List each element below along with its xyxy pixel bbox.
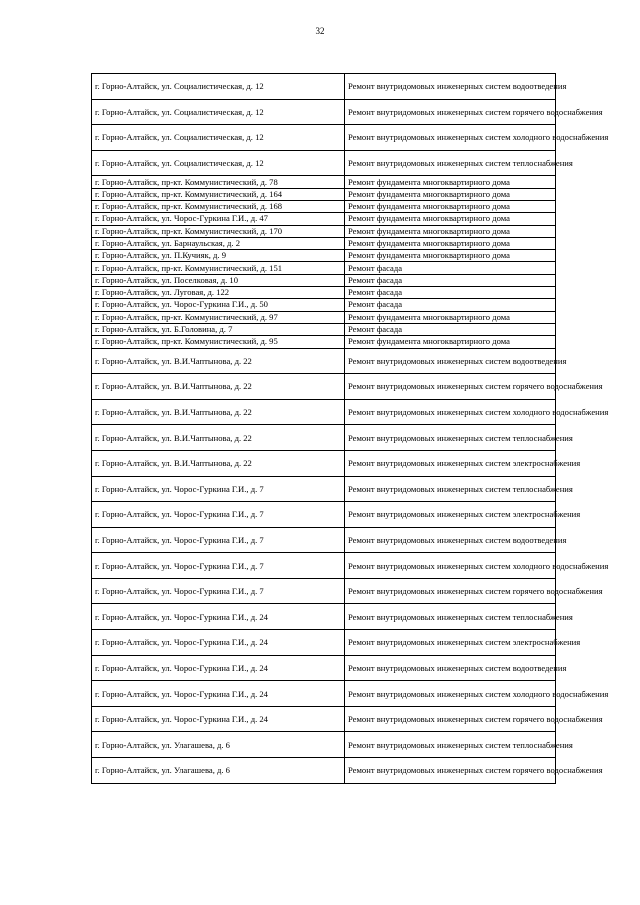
table-row	[92, 706, 556, 732]
address-cell: г. Горно-Алтайск, ул. Чорос-Гуркина Г.И., д. 24	[92, 630, 345, 656]
table-row	[92, 450, 556, 476]
address-cell: г. Горно-Алтайск, пр-кт. Коммунистический, д. 170	[92, 225, 345, 237]
table-row	[92, 553, 556, 579]
work-type-cell: Ремонт фундамента многоквартирного дома	[345, 250, 556, 262]
work-type-cell: Ремонт внутридомовых инженерных систем теплоснабжения	[345, 425, 556, 451]
table-row	[92, 250, 556, 262]
address-cell: г. Горно-Алтайск, ул. В.И.Чаптынова, д. 22	[92, 374, 345, 400]
work-type-cell: Ремонт внутридомовых инженерных систем холодного водоснабжения	[345, 399, 556, 425]
address-cell: г. Горно-Алтайск, ул. Чорос-Гуркина Г.И., д. 47	[92, 213, 345, 225]
address-cell: г. Горно-Алтайск, ул. Барнаульская, д. 2	[92, 237, 345, 249]
address-cell: г. Горно-Алтайск, пр-кт. Коммунистический, д. 95	[92, 336, 345, 348]
work-type-cell: Ремонт внутридомовых инженерных систем электроснабжения	[345, 630, 556, 656]
address-cell: г. Горно-Алтайск, ул. Чорос-Гуркина Г.И., д. 7	[92, 476, 345, 502]
work-type-cell: Ремонт внутридомовых инженерных систем холодного водоснабжения	[345, 681, 556, 707]
table-row	[92, 176, 556, 188]
work-type-cell: Ремонт внутридомовых инженерных систем теплоснабжения	[345, 150, 556, 176]
table-row	[92, 732, 556, 758]
address-cell: г. Горно-Алтайск, ул. Чорос-Гуркина Г.И., д. 24	[92, 604, 345, 630]
work-type-cell: Ремонт фундамента многоквартирного дома	[345, 176, 556, 188]
table-row	[92, 348, 556, 374]
address-cell: г. Горно-Алтайск, ул. Социалистическая, д. 12	[92, 99, 345, 125]
address-cell: г. Горно-Алтайск, ул. Улагашева, д. 6	[92, 758, 345, 784]
address-cell: г. Горно-Алтайск, ул. В.И.Чаптынова, д. 22	[92, 425, 345, 451]
work-type-cell: Ремонт внутридомовых инженерных систем теплоснабжения	[345, 604, 556, 630]
address-cell: г. Горно-Алтайск, ул. Поселковая, д. 10	[92, 274, 345, 286]
address-cell: г. Горно-Алтайск, ул. Чорос-Гуркина Г.И., д. 50	[92, 299, 345, 311]
work-type-cell: Ремонт фундамента многоквартирного дома	[345, 213, 556, 225]
work-type-cell: Ремонт внутридомовых инженерных систем водоотведения	[345, 655, 556, 681]
work-type-cell: Ремонт внутридомовых инженерных систем водоотведения	[345, 348, 556, 374]
work-type-cell: Ремонт фундамента многоквартирного дома	[345, 188, 556, 200]
table-row	[92, 125, 556, 151]
address-cell: г. Горно-Алтайск, ул. Социалистическая, д. 12	[92, 74, 345, 100]
table-row	[92, 150, 556, 176]
work-type-cell: Ремонт фасада	[345, 323, 556, 335]
table-row	[92, 262, 556, 274]
table-row	[92, 274, 556, 286]
table-row	[92, 225, 556, 237]
address-cell: г. Горно-Алтайск, ул. Чорос-Гуркина Г.И., д. 7	[92, 527, 345, 553]
work-type-cell: Ремонт фундамента многоквартирного дома	[345, 311, 556, 323]
address-cell: г. Горно-Алтайск, пр-кт. Коммунистический, д. 168	[92, 200, 345, 212]
table-row	[92, 630, 556, 656]
table-row	[92, 758, 556, 784]
work-type-cell: Ремонт фундамента многоквартирного дома	[345, 200, 556, 212]
table-row	[92, 213, 556, 225]
table-row	[92, 399, 556, 425]
work-type-cell: Ремонт внутридомовых инженерных систем водоотведения	[345, 527, 556, 553]
address-cell: г. Горно-Алтайск, ул. Б.Головина, д. 7	[92, 323, 345, 335]
work-type-cell: Ремонт фасада	[345, 262, 556, 274]
table-row	[92, 188, 556, 200]
works-table	[91, 73, 609, 784]
table-row	[92, 655, 556, 681]
work-type-cell: Ремонт внутридомовых инженерных систем теплоснабжения	[345, 732, 556, 758]
work-type-cell: Ремонт внутридомовых инженерных систем теплоснабжения	[345, 476, 556, 502]
address-cell: г. Горно-Алтайск, ул. Чорос-Гуркина Г.И., д. 24	[92, 655, 345, 681]
address-cell: г. Горно-Алтайск, ул. Луговая, д. 122	[92, 287, 345, 299]
work-type-cell: Ремонт фасада	[345, 274, 556, 286]
address-cell: г. Горно-Алтайск, ул. Социалистическая, д. 12	[92, 125, 345, 151]
table-row	[92, 200, 556, 212]
work-type-cell: Ремонт фасада	[345, 287, 556, 299]
address-cell: г. Горно-Алтайск, ул. Улагашева, д. 6	[92, 732, 345, 758]
table-row	[92, 323, 556, 335]
table-row	[92, 311, 556, 323]
table-row	[92, 287, 556, 299]
table-row	[92, 681, 556, 707]
work-type-cell: Ремонт внутридомовых инженерных систем горячего водоснабжения	[345, 99, 556, 125]
table-row	[92, 299, 556, 311]
work-type-cell: Ремонт внутридомовых инженерных систем горячего водоснабжения	[345, 578, 556, 604]
work-type-cell: Ремонт внутридомовых инженерных систем горячего водоснабжения	[345, 374, 556, 400]
address-cell: г. Горно-Алтайск, ул. Чорос-Гуркина Г.И., д. 7	[92, 553, 345, 579]
work-type-cell: Ремонт внутридомовых инженерных систем электроснабжения	[345, 450, 556, 476]
table-row	[92, 578, 556, 604]
work-type-cell: Ремонт фундамента многоквартирного дома	[345, 336, 556, 348]
work-type-cell: Ремонт фундамента многоквартирного дома	[345, 225, 556, 237]
page-number: 32	[315, 26, 325, 36]
table-row	[92, 502, 556, 528]
table-row	[92, 237, 556, 249]
works-table-body	[92, 74, 609, 784]
table-row	[92, 74, 556, 100]
work-type-cell: Ремонт фасада	[345, 299, 556, 311]
address-cell: г. Горно-Алтайск, ул. П.Кучияк, д. 9	[92, 250, 345, 262]
work-type-cell: Ремонт внутридомовых инженерных систем электроснабжения	[345, 502, 556, 528]
address-cell: г. Горно-Алтайск, ул. Социалистическая, д. 12	[92, 150, 345, 176]
table-row	[92, 374, 556, 400]
address-cell: г. Горно-Алтайск, пр-кт. Коммунистический, д. 164	[92, 188, 345, 200]
address-cell: г. Горно-Алтайск, ул. Чорос-Гуркина Г.И., д. 24	[92, 706, 345, 732]
work-type-cell: Ремонт внутридомовых инженерных систем горячего водоснабжения	[345, 758, 556, 784]
address-cell: г. Горно-Алтайск, ул. Чорос-Гуркина Г.И., д. 7	[92, 502, 345, 528]
address-cell: г. Горно-Алтайск, ул. Чорос-Гуркина Г.И., д. 7	[92, 578, 345, 604]
table-row	[92, 336, 556, 348]
address-cell: г. Горно-Алтайск, пр-кт. Коммунистический, д. 151	[92, 262, 345, 274]
table-row	[92, 604, 556, 630]
work-type-cell: Ремонт внутридомовых инженерных систем холодного водоснабжения	[345, 553, 556, 579]
table-row	[92, 425, 556, 451]
address-cell: г. Горно-Алтайск, ул. Чорос-Гуркина Г.И., д. 24	[92, 681, 345, 707]
work-type-cell: Ремонт внутридомовых инженерных систем горячего водоснабжения	[345, 706, 556, 732]
address-cell: г. Горно-Алтайск, ул. В.И.Чаптынова, д. 22	[92, 399, 345, 425]
address-cell: г. Горно-Алтайск, пр-кт. Коммунистический, д. 97	[92, 311, 345, 323]
work-type-cell: Ремонт внутридомовых инженерных систем водоотведения	[345, 74, 556, 100]
address-cell: г. Горно-Алтайск, ул. В.И.Чаптынова, д. 22	[92, 348, 345, 374]
table-row	[92, 527, 556, 553]
work-type-cell: Ремонт внутридомовых инженерных систем холодного водоснабжения	[345, 125, 556, 151]
table-row	[92, 99, 556, 125]
table-row	[92, 476, 556, 502]
address-cell: г. Горно-Алтайск, пр-кт. Коммунистический, д. 78	[92, 176, 345, 188]
work-type-cell: Ремонт фундамента многоквартирного дома	[345, 237, 556, 249]
address-cell: г. Горно-Алтайск, ул. В.И.Чаптынова, д. 22	[92, 450, 345, 476]
